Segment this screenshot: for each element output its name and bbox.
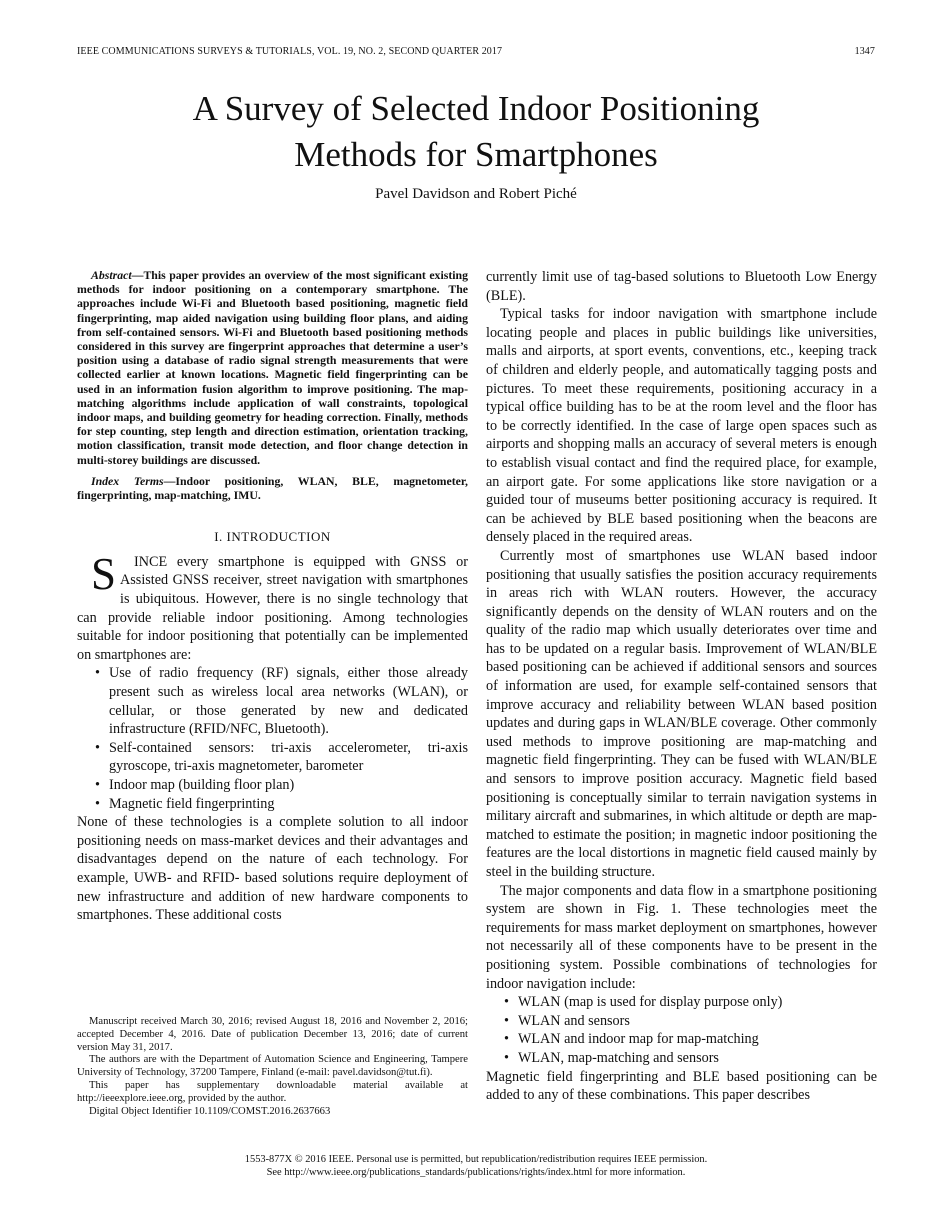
list-item: • Indoor map (building floor plan) (109, 776, 468, 795)
intro-text: every smartphone is equipped with GNSS or Assisted GNSS receiver, street navigation with smartphones is ubiquitous. However, there is no single technology that can provide reliable indoor positioning. Among technologies suitable for indoor positioning that potentially can be implemented on smartphones are: (77, 553, 468, 663)
footnote-affiliation: The authors are with the Department of Automation Science and Engineering, Tampere University of Technology, 37200 Tampere, Finland (e-mail: pavel.davidson@tut.fi). (77, 1054, 468, 1079)
section-title-initial: I (226, 529, 232, 545)
left-column (77, 268, 468, 925)
abstract (77, 268, 468, 467)
list-item: • Magnetic field fingerprinting (109, 795, 468, 814)
paragraph-components: The major components and data flow in a smartphone positioning system are shown in Fig. 1. These technologies meet the requirements for mass market deployment on smartphones, however not necessarily all of these components have to be present in the positioning system. Possible combinations of technologies for indoor navigation include: (486, 882, 877, 992)
section-title-rest: NTRODUCTION (231, 529, 331, 545)
list-item: • WLAN and indoor map for map-matching (518, 1030, 877, 1049)
copyright-footer (0, 1153, 952, 1179)
list-item: • WLAN, map-matching and sensors (518, 1049, 877, 1068)
intro-paragraph (77, 548, 468, 665)
paper-title (100, 86, 852, 178)
journal-name: IEEE COMMUNICATIONS SURVEYS & TUTORIALS, VOL. 19, NO. 2, SECOND QUARTER 2017 (77, 46, 503, 57)
closing-paragraph: Magnetic field fingerprinting and BLE based positioning can be added to any of these combinations. This paper describes (486, 1068, 877, 1104)
abstract-text: —This paper provides an overview of the most significant existing methods for indoor positioning on a contemporary smartphone. The approaches include Wi-Fi and Bluetooth based positioning, magnetic field fingerprinting, map aided navigation using building floor plans, and aiding from self-contained sensors. Wi-Fi and Bluetooth based positioning methods considered in this survey are fingerprint approaches that determine a user’s position using a database of radio signal strength measurements that were collected earlier at known locations. Magnetic field fingerprinting can be used in an information fusion algorithm to improve positioning. The map-matching algorithms include application of wall constraints, topological indoor maps, and building geometry for heading correction. Finally, methods for step counting, step length and direction estimation, orientation tracking, motion classification, transit mode detection, and floor change detection in multi-storey buildings are discussed. (77, 268, 468, 467)
index-terms-text: —Indoor positioning, WLAN, BLE, magnetometer, fingerprinting, map-matching, IMU. (77, 473, 468, 503)
paragraph-wlan: Currently most of smartphones use WLAN based indoor positioning that usually satisfies the position accuracy requirements in areas rich with WLAN routers. However, the accuracy significantly depends on the density of WLAN routers and on the quality of the radio map which usually deteriorates over time and has to be updated on a regular basis. Improvement of WLAN/BLE based positioning can be achieved if additional sensors and sources of information are used, for example self-contained sensors that improve accuracy and reliability between WLAN based position updates and during gaps in WLAN/BLE coverage. Other commonly used methods to improve positioning are map-matching and magnetic field fingerprinting. They can be fused with WLAN/BLE and sensors to improve position accuracy. Magnetic field based positioning is conceptually similar to terrain navigation systems in military aircraft and submarines, in which altitude or depth are map-matched to estimate the position; in magnetic indoor positioning the features are the local distortions in magnetic field caused mainly by steel in the building structure. (486, 547, 877, 880)
abstract-lead: Abstract (91, 268, 132, 282)
list-item: • WLAN and sensors (518, 1012, 877, 1031)
section-numeral: I. (214, 529, 227, 545)
section-heading-introduction (77, 528, 468, 547)
list-item: • Use of radio frequency (RF) signals, either those already present such as wireless local area networks (WLAN), or cellular, or those generated by new and dedicated infrastructure (RFID/NFC, Bluetooth). (109, 664, 468, 738)
paper-title-line-1: A Survey of Selected Indoor Positioning (192, 89, 760, 128)
technology-list (77, 664, 468, 813)
running-header (77, 46, 875, 60)
combination-list (486, 993, 877, 1067)
footnote-received: Manuscript received March 30, 2016; revised August 18, 2016 and November 2, 2016; accepted December 4, 2016. Date of publication December 13, 2016; date of current version May 31, 2017. (77, 1016, 468, 1053)
page-number: 1347 (854, 46, 875, 57)
right-column (486, 268, 877, 1105)
continuation-paragraph: currently limit use of tag-based solutions to Bluetooth Low Energy (BLE). (486, 269, 877, 304)
footnote-supplementary: This paper has supplementary downloadable material available at http://ieeexplore.ieee.org, provided by the author. (77, 1079, 468, 1104)
paragraph-tasks: Typical tasks for indoor navigation with smartphone include locating people and places in public buildings like universities, malls and airports, at sport events, conventions, etc., keeping track of children and elderly people, and automatically tagging posts and pictures. To meet these requirements, positioning accuracy in a typical office building has to be at the room level and the floor has to be correctly identified. In the case of large open spaces such as airports and shopping malls an accuracy of several meters is enough to establish visual contact and find the required place, for example, an airport gate. For some applications like store navigation or a guided tour of museums better positioning accuracy is required. It can be achieved by BLE based positioning when the beacons are densely placed in the required areas. (486, 306, 877, 546)
footnote-doi: Digital Object Identifier 10.1109/COMST.2016.2637663 (89, 1105, 331, 1117)
list-item: • WLAN (map is used for display purpose only) (518, 993, 877, 1012)
after-list-paragraph: None of these technologies is a complete solution to all indoor positioning needs on mass-market devices and their advantages and disadvantages depend on the nature of each technology. For example, UWB- and RFID- based solutions require deployment of new infrastructure and addition of new hardware components to smartphones. These additional costs (77, 814, 468, 924)
author-list: Pavel Davidson and Robert Piché (375, 186, 577, 202)
paper-title-line-2: Methods for Smartphones (294, 135, 658, 174)
index-terms-lead: Index Terms (91, 473, 164, 488)
rights-line: See http://www.ieee.org/publications_standards/publications/rights/index.html for more information. (266, 1167, 686, 1178)
index-terms (77, 474, 468, 502)
copyright-line: 1553-877X © 2016 IEEE. Personal use is permitted, but republication/redistribution requires IEEE permission. (244, 1154, 708, 1165)
footnotes (77, 1016, 468, 1118)
drop-cap: S (91, 548, 117, 599)
list-item: • Self-contained sensors: tri-axis accelerometer, tri-axis gyroscope, tri-axis magnetometer, barometer (109, 739, 468, 776)
intro-caps: INCE (134, 553, 168, 570)
